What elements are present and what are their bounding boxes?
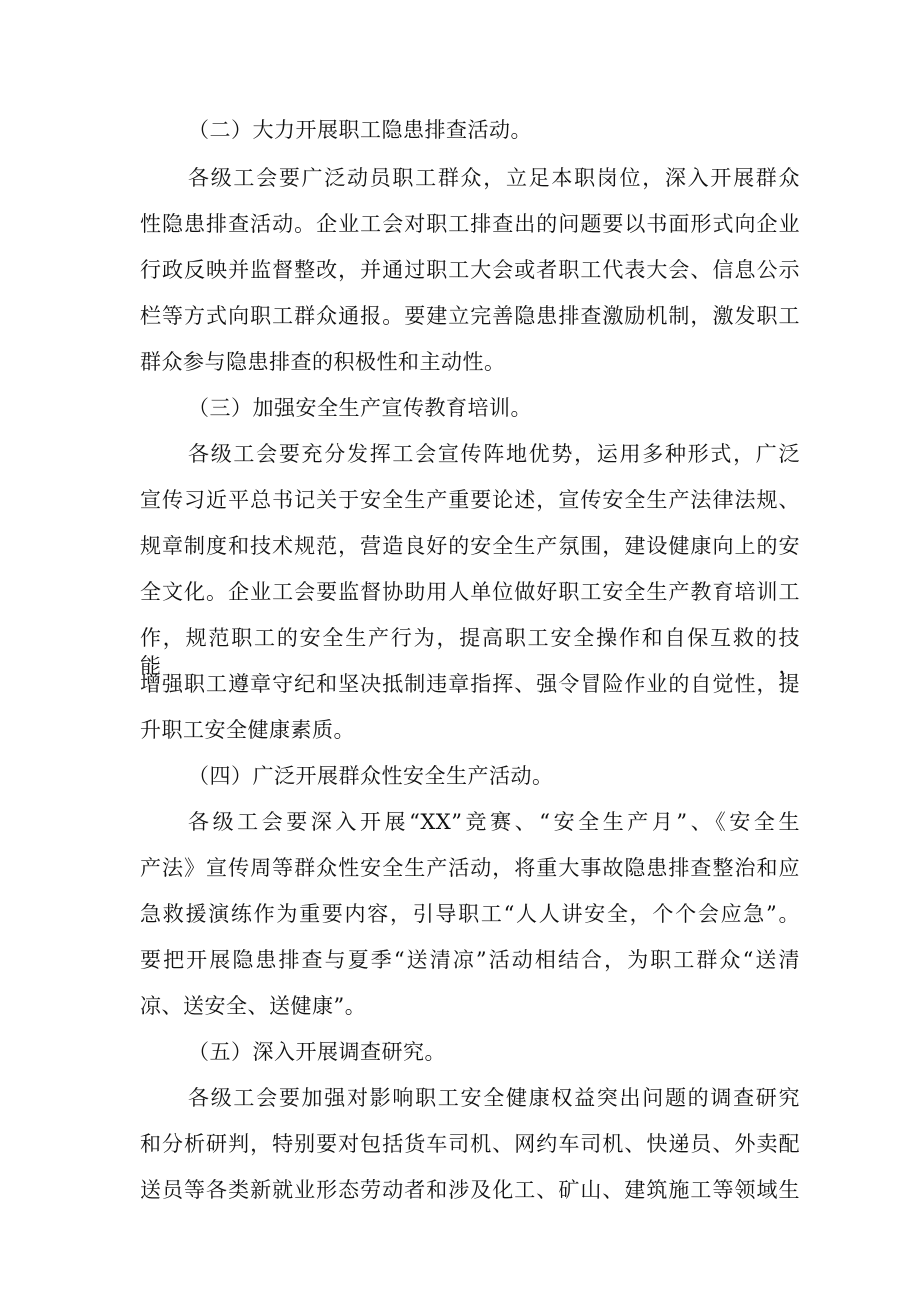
paragraph-line: 送员等各类新就业形态劳动者和涉及化工、矿山、建筑施工等领域生 bbox=[140, 1178, 800, 1202]
paragraph-line: 各级工会要加强对影响职工安全健康权益突出问题的调查研究 bbox=[188, 1086, 800, 1110]
paragraph-line: 产法》宣传周等群众性安全生产活动，将重大事故隐患排查整治和应 bbox=[140, 856, 800, 880]
paragraph-line: 和分析研判，特别要对包括货车司机、网约车司机、快递员、外卖配 bbox=[140, 1132, 800, 1156]
paragraph-line: 宣传习近平总书记关于安全生产重要论述，宣传安全生产法律法规、 bbox=[140, 488, 800, 512]
paragraph-line: 凉、送安全、送健康”。 bbox=[140, 994, 367, 1018]
paragraph-line: 群众参与隐患排查的积极性和主动性。 bbox=[140, 350, 506, 374]
paragraph-line: 增强职工遵章守纪和坚决抵制违章指挥、强令冒险作业的自觉性，提 bbox=[140, 672, 800, 696]
section-heading: （二）大力开展职工隐患排查活动。 bbox=[188, 118, 532, 142]
paragraph-line: 全文化。企业工会要监督协助用人单位做好职工安全生产教育培训工 bbox=[140, 580, 800, 604]
paragraph-line: 作，规范职工的安全生产行为，提高职工安全操作和自保互救的技能， bbox=[140, 626, 800, 678]
section-heading: （四）广泛开展群众性安全生产活动。 bbox=[188, 764, 554, 788]
paragraph-line: 规章制度和技术规范，营造良好的安全生产氛围，建设健康向上的安 bbox=[140, 534, 800, 558]
paragraph-line: 各级工会要深入开展“XX”竞赛、“安全生产月”、《安全生 bbox=[188, 810, 800, 834]
paragraph-line: 性隐患排查活动。企业工会对职工排查出的问题要以书面形式向企业 bbox=[140, 212, 800, 236]
section-heading: （三）加强安全生产宣传教育培训。 bbox=[188, 396, 532, 420]
paragraph-line: 栏等方式向职工群众通报。要建立完善隐患排查激励机制，激发职工 bbox=[140, 304, 800, 328]
paragraph-line: 各级工会要充分发挥工会宣传阵地优势，运用多种形式，广泛 bbox=[188, 442, 800, 466]
paragraph-line: 各级工会要广泛动员职工群众，立足本职岗位，深入开展群众 bbox=[188, 166, 800, 190]
section-heading: （五）深入开展调查研究。 bbox=[188, 1040, 446, 1064]
paragraph-line: 行政反映并监督整改，并通过职工大会或者职工代表大会、信息公示 bbox=[140, 258, 800, 282]
paragraph-line: 升职工安全健康素质。 bbox=[140, 718, 355, 742]
paragraph-line: 要把开展隐患排查与夏季“送清凉”活动相结合，为职工群众“送清 bbox=[140, 948, 800, 972]
paragraph-line: 急救援演练作为重要内容，引导职工“人人讲安全，个个会应急”。 bbox=[140, 902, 800, 926]
